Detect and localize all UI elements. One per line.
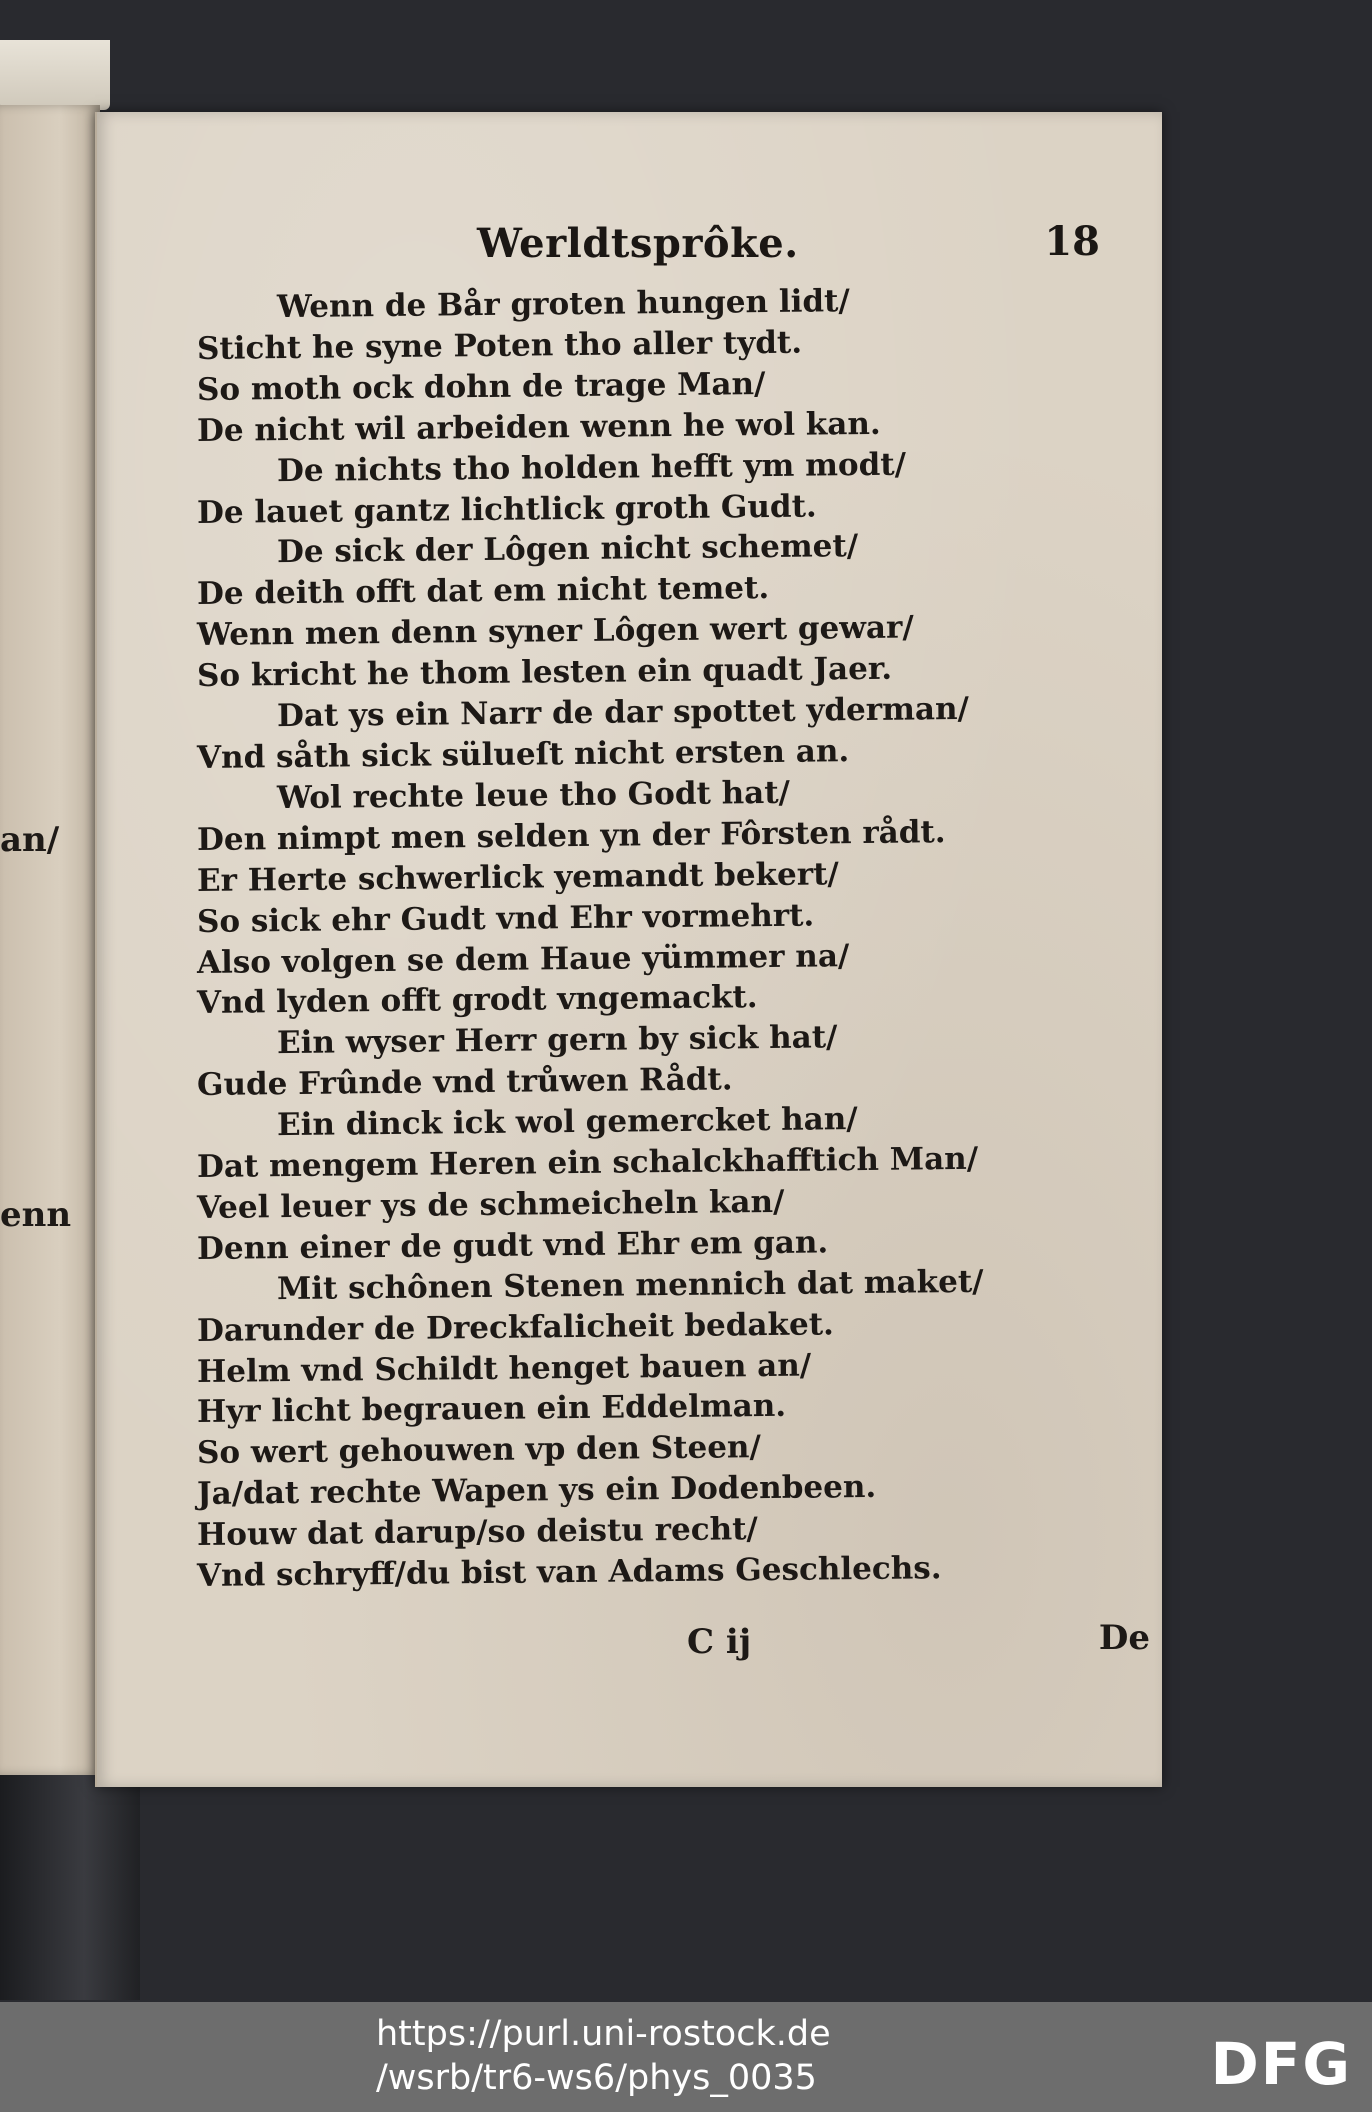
permalink-line-1[interactable]: https://purl.uni-rostock.de: [376, 2014, 831, 2054]
verse-line: So kricht he thom lesten ein quadt Jaer.: [196, 650, 893, 695]
verse-line: De lauet gantz lichtlick groth Gudt.: [196, 488, 817, 531]
verse-line: Helm vnd Schildt henget bauen an/: [196, 1347, 812, 1390]
book-page: [95, 112, 1162, 1787]
verse-line: Denn einer de gudt vnd Ehr em gan.: [196, 1224, 829, 1267]
verse-line: Darunder de Dreckfalicheit bedaket.: [196, 1305, 835, 1349]
permalink[interactable]: [376, 2012, 831, 2100]
verse-line: Vnd lyden offt grodt vngemackt.: [196, 979, 758, 1022]
left-page-fragment: an/: [0, 820, 60, 860]
folio-number: 18: [1044, 218, 1100, 265]
verse-list: [196, 283, 1157, 1597]
verse-line: Vnd schryff/du bist van Adams Geschlechs.: [196, 1550, 942, 1595]
verse-line: So sick ehr Gudt vnd Ehr vormehrt.: [196, 897, 815, 940]
verse-line: Wenn de Bår groten hungen lidt/: [276, 283, 850, 326]
verse-line: Ja/dat rechte Wapen ys ein Dodenbeen.: [196, 1469, 877, 1513]
verse-line: Mit schônen Stenen mennich dat maket/: [276, 1263, 984, 1307]
footer-bar: [0, 2002, 1372, 2112]
verse-line: Houw dat darup/so deistu recht/: [196, 1511, 758, 1554]
verse-line: Ein wyser Herr gern by sick hat/: [276, 1019, 838, 1062]
verse-line: Er Herte schwerlick yemandt bekert/: [196, 855, 839, 899]
catchword: De: [1098, 1618, 1150, 1658]
verse-line: Gude Frûnde vnd trůwen Rådt.: [196, 1061, 733, 1104]
running-head: Werldtsprôke.: [477, 220, 799, 267]
verse-line: Also volgen se dem Haue yümmer na/: [196, 937, 850, 981]
verse-line: De nicht wil arbeiden wenn he wol kan.: [196, 405, 881, 449]
left-page-fragment: enn: [0, 1195, 72, 1235]
verse-line: Sticht he syne Poten tho aller tydt.: [196, 324, 803, 367]
verse-line: So wert gehouwen vp den Steen/: [196, 1429, 761, 1472]
previous-page-edge: [0, 105, 100, 1775]
verse-line: De nichts tho holden hefft ym modt/: [276, 446, 907, 489]
verse-line: So moth ock dohn de trage Man/: [196, 365, 766, 408]
verse-line: Dat mengem Heren ein schalckhafftich Man/: [196, 1140, 979, 1186]
book-spine-bottom: [0, 1775, 140, 2000]
verse-line: Hyr licht begrauen ein Eddelman.: [196, 1388, 787, 1431]
verse-line: De sick der Lôgen nicht schemet/: [276, 528, 859, 571]
verse-line: Wol rechte leue tho Godt hat/: [276, 774, 791, 817]
verse-line: Wenn men denn syner Lôgen wert gewar/: [196, 609, 914, 654]
verse-line: Den nimpt men selden yn der Fôrsten rådt.: [196, 813, 946, 858]
verse-line: Ein dinck ick wol gemercket han/: [276, 1101, 858, 1144]
book-spine-top: [0, 40, 110, 110]
verse-line: Veel leuer ys de schmeicheln kan/: [196, 1183, 785, 1226]
verse-line: Vnd såth sick sülueſt nicht ersten an.: [196, 733, 850, 776]
verse-line: De deith offt dat em nicht temet.: [196, 570, 770, 613]
signature-mark: C ij: [687, 1622, 752, 1662]
verse-line: Dat ys ein Narr de dar spottet yderman/: [276, 690, 970, 735]
permalink-line-2[interactable]: /wsrb/tr6-ws6/phys_0035: [376, 2058, 817, 2098]
dfg-logo: DFG: [1210, 2030, 1352, 2098]
